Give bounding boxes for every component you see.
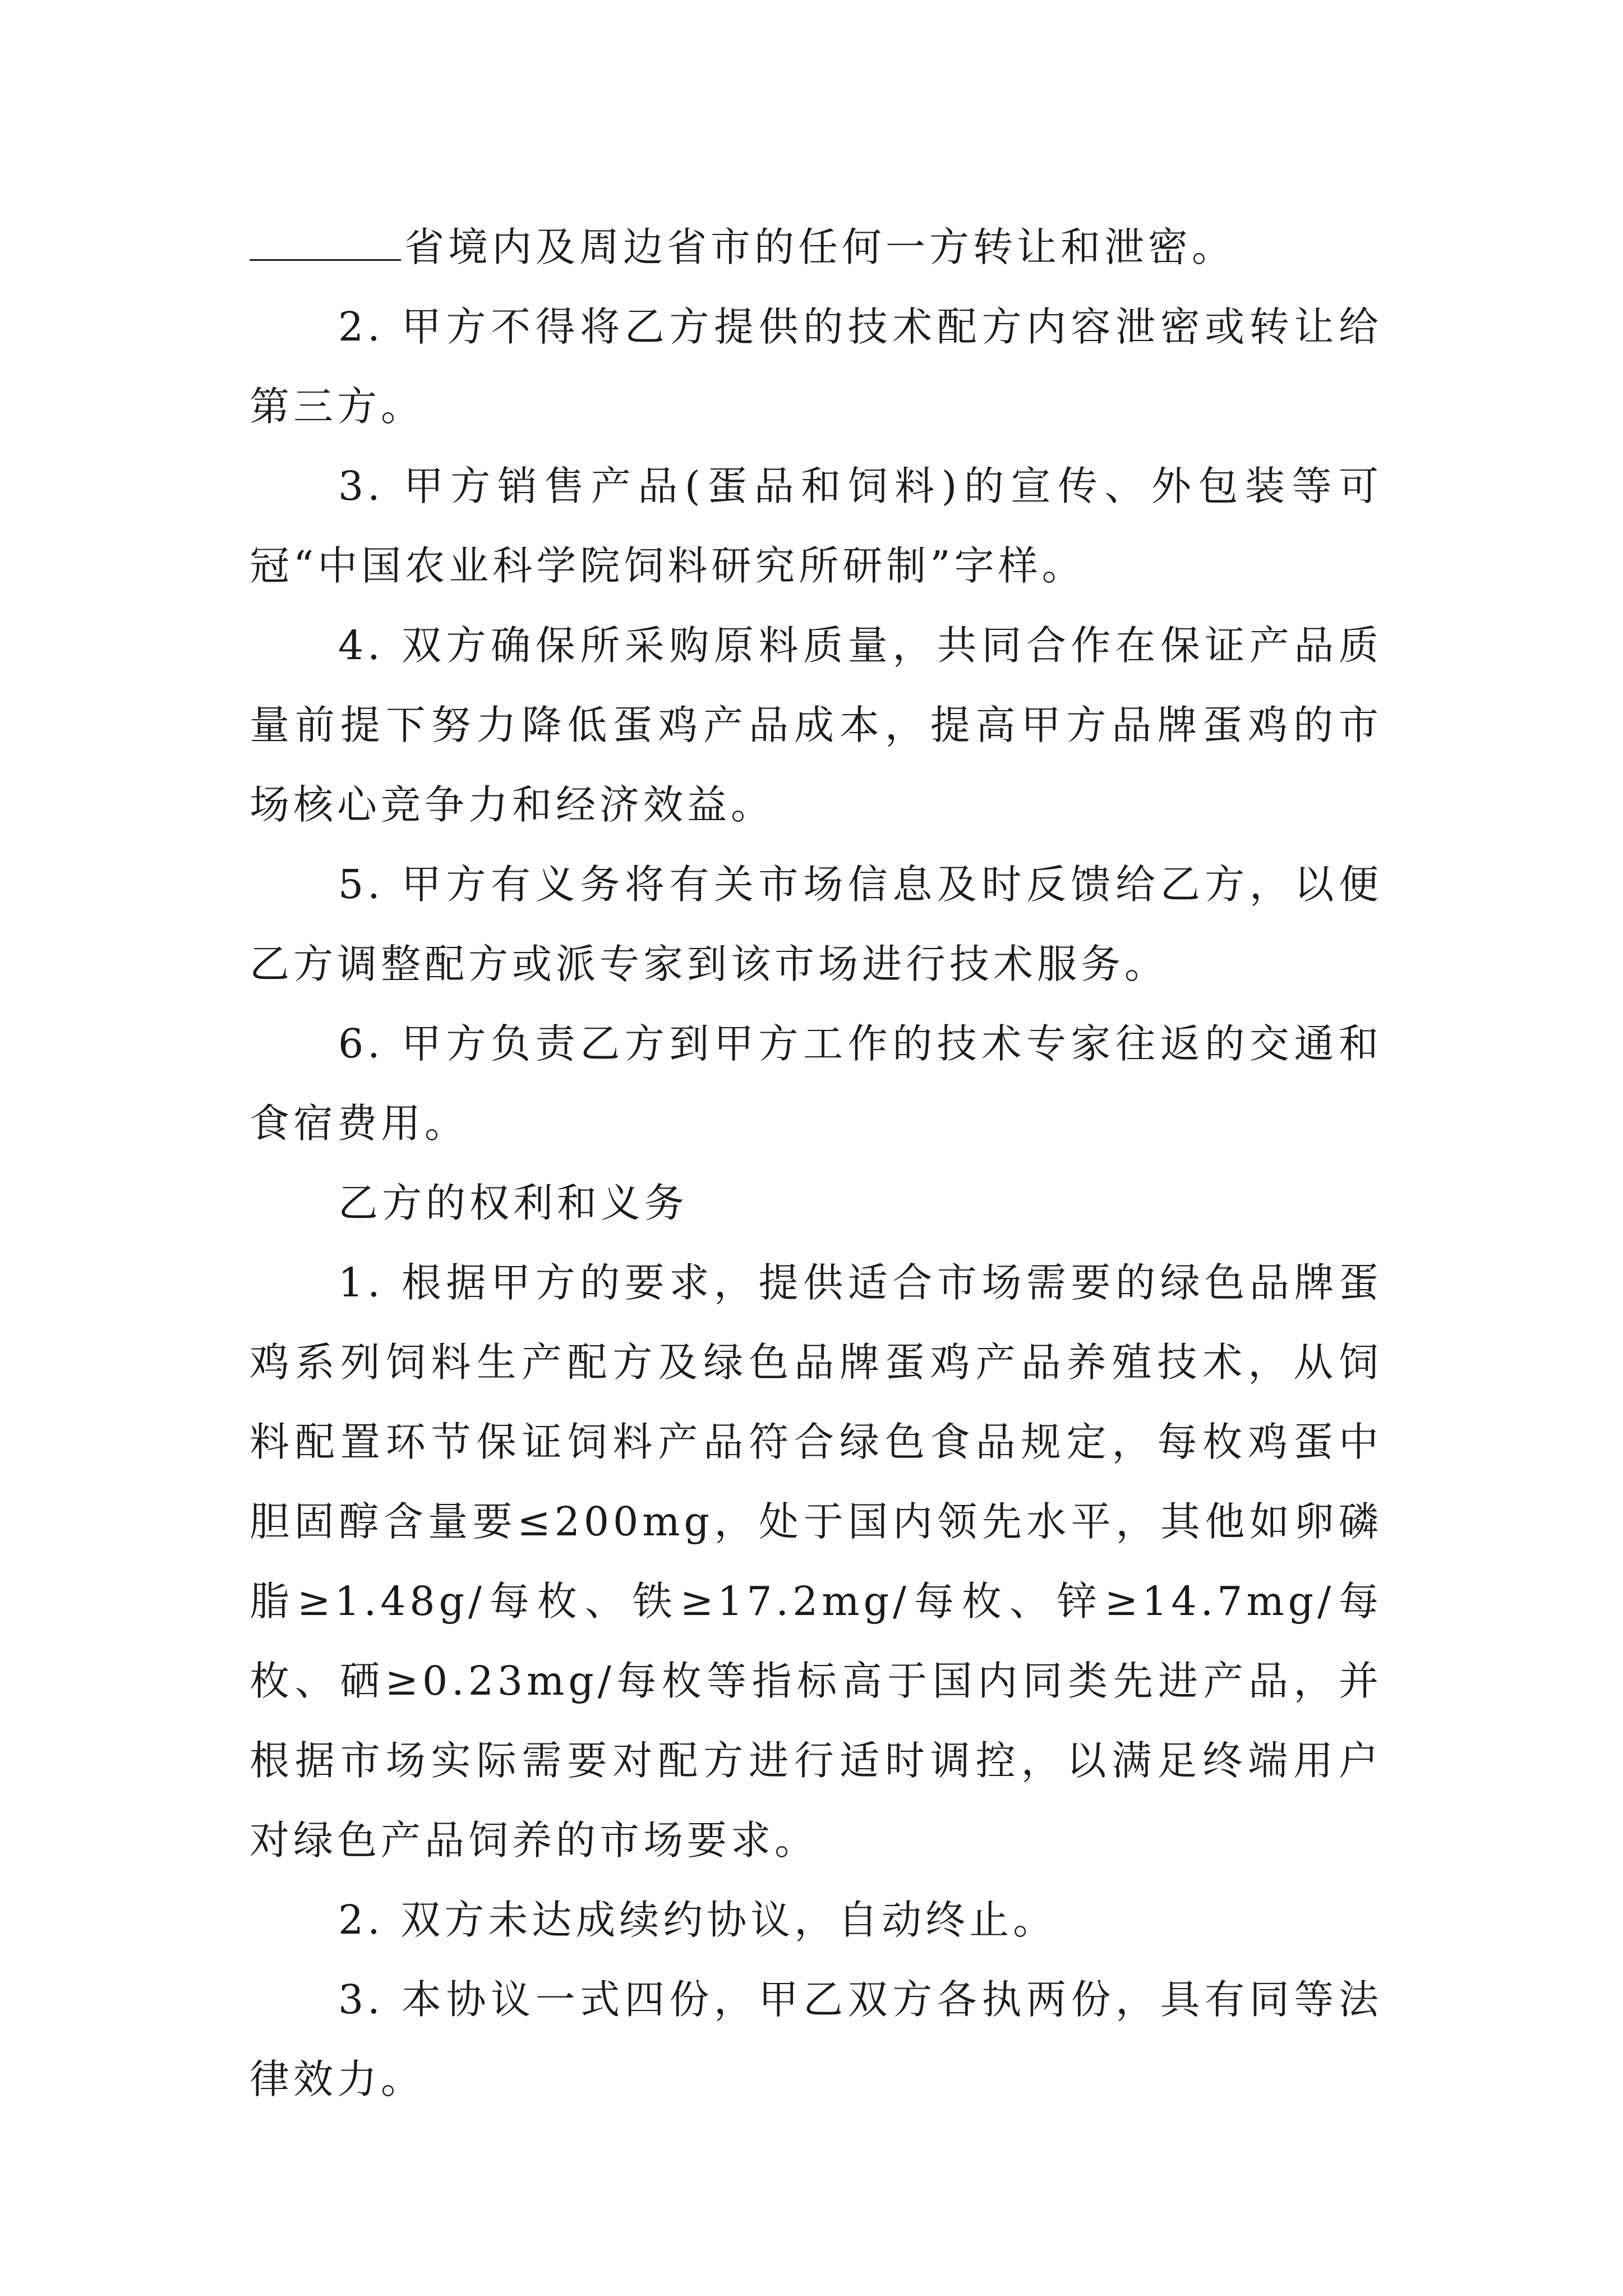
continuation-paragraph bbox=[250, 208, 1382, 287]
party-b-item-3: 3. 本协议一式四份，甲乙双方各执两份，具有同等法律效力。 bbox=[250, 1976, 1382, 2102]
fill-in-blank bbox=[250, 259, 401, 261]
document-body bbox=[250, 208, 1382, 2119]
party-b-item-1: 1. 根据甲方的要求，提供适合市场需要的绿色品牌蛋鸡系列饲料生产配方及绿色品牌蛋鸡产品养殖技术，从饲料配置环节保证饲料产品符合绿色食品规定，每枚鸡蛋中胆固醇含量要≤200mg，处于国内领先水平，其他如卵磷脂≥1.48g/每枚、铁≥17.2mg/每枚、锌≥14.7mg/每枚、硒≥0.23mg/每枚等指标高于国内同类先进产品，并根据市场实际需要对配方进行适时调控，以满足终端用户对绿色产品饲养的市场要求。 bbox=[250, 1259, 1382, 1864]
party-a-item-4: 4. 双方确保所采购原料质量，共同合作在保证产品质量前提下努力降低蛋鸡产品成本，提高甲方品牌蛋鸡的市场核心竞争力和经济效益。 bbox=[250, 622, 1382, 828]
continuation-text: 省境内及周边省市的任何一方转让和泄密。 bbox=[404, 224, 1236, 270]
party-a-item-2: 2. 甲方不得将乙方提供的技术配方内容泄密或转让给第三方。 bbox=[250, 303, 1382, 430]
party-b-heading: 乙方的权利和义务 bbox=[338, 1180, 689, 1226]
party-a-item-3: 3. 甲方销售产品(蛋品和饲料)的宣传、外包装等可冠“中国农业科学院饲料研究所研制”字样。 bbox=[250, 463, 1382, 589]
party-a-item-5: 5. 甲方有义务将有关市场信息及时反馈给乙方，以便乙方调整配方或派专家到该市场进行技术服务。 bbox=[250, 861, 1382, 987]
party-a-item-6: 6. 甲方负责乙方到甲方工作的技术专家往返的交通和食宿费用。 bbox=[250, 1020, 1382, 1147]
party-b-item-2: 2. 双方未达成续约协议，自动终止。 bbox=[338, 1897, 1057, 1943]
